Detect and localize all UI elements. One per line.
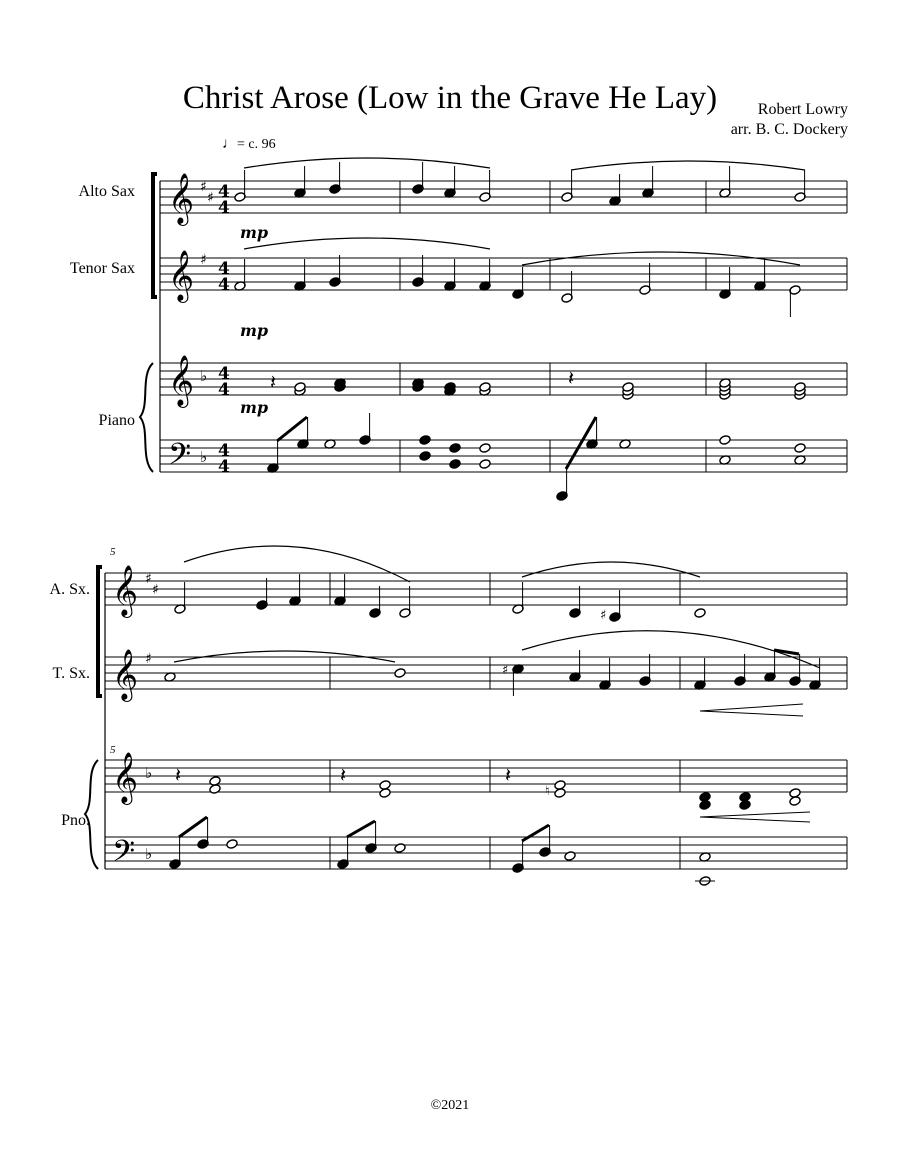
time-signature: 4 — [218, 441, 230, 461]
grand-staff-brace — [85, 760, 98, 869]
instrument-label-alto-sax-short: A. Sx. — [49, 581, 90, 598]
sharp-icon: ♯ — [207, 190, 214, 206]
sharp-icon: ♯ — [152, 582, 159, 598]
notehead — [209, 776, 221, 787]
arranger-credit: arr. B. C. Dockery — [730, 121, 848, 138]
notehead — [226, 839, 238, 850]
slur — [184, 546, 410, 582]
bass-clef-icon: 𝄢 — [168, 438, 192, 479]
beam — [277, 417, 307, 441]
sharp-icon: ♯ — [200, 179, 207, 195]
measure-number: 5 — [110, 546, 116, 558]
group-bracket — [153, 174, 157, 297]
sharp-icon: ♯ — [200, 252, 207, 268]
flat-icon: ♭ — [145, 845, 153, 863]
quarter-rest-icon: 𝄽 — [568, 366, 575, 390]
treble-clef-icon: 𝄞 — [112, 752, 139, 803]
notehead — [564, 851, 576, 862]
notehead — [794, 443, 806, 454]
natural-icon: ♮ — [545, 784, 550, 799]
notation — [85, 158, 821, 886]
beam — [179, 817, 207, 837]
decrescendo-hairpin — [700, 704, 803, 716]
instrument-label-tenor-sax-short: T. Sx. — [52, 665, 90, 682]
slur — [244, 238, 490, 249]
slur — [571, 161, 805, 170]
notehead — [379, 780, 391, 791]
instrument-label-piano-short: Pno. — [61, 812, 90, 829]
bass-clef-icon: 𝄢 — [112, 835, 136, 876]
page-title: Christ Arose (Low in the Grave He Lay) — [182, 80, 718, 116]
slur — [522, 562, 700, 577]
copyright-notice: ©2021 — [430, 1098, 470, 1113]
flat-icon: ♭ — [145, 764, 153, 782]
group-bracket — [98, 567, 102, 696]
sharp-icon: ♯ — [600, 608, 607, 623]
notehead — [479, 459, 491, 470]
time-signature: 4 — [218, 182, 230, 202]
quarter-rest-icon: 𝄽 — [175, 763, 182, 787]
time-signature: 4 — [218, 198, 230, 218]
time-signature: 4 — [218, 364, 230, 384]
sharp-icon: ♯ — [502, 663, 509, 678]
quarter-rest-icon: 𝄽 — [505, 763, 512, 787]
notehead — [479, 443, 491, 454]
time-signature: 4 — [218, 259, 230, 279]
staff-lines — [105, 181, 847, 869]
quarter-rest-icon: 𝄽 — [340, 763, 347, 787]
notehead — [449, 459, 461, 470]
beam — [522, 825, 549, 841]
dynamic-mp: mp — [240, 223, 269, 242]
notehead — [449, 443, 461, 454]
flat-icon: ♭ — [200, 448, 208, 466]
instrument-label-alto-sax: Alto Sax — [78, 183, 135, 200]
notehead — [699, 792, 711, 803]
measure-number-piano: 5 — [110, 744, 116, 756]
notehead — [554, 780, 566, 791]
tempo-text: = c. 96 — [237, 137, 276, 152]
quarter-note-icon: ♩ — [222, 136, 237, 152]
notehead — [394, 843, 406, 854]
time-signature: 4 — [218, 275, 230, 295]
notehead — [419, 435, 431, 446]
treble-clef-icon: 𝄞 — [168, 250, 195, 301]
sharp-icon: ♯ — [145, 571, 152, 587]
decrescendo-hairpin — [700, 812, 810, 822]
notehead — [419, 451, 431, 462]
treble-clef-icon: 𝄞 — [112, 565, 139, 616]
grand-staff-brace — [140, 363, 153, 472]
time-signature: 4 — [218, 457, 230, 477]
notehead — [719, 435, 731, 446]
flat-icon: ♭ — [200, 367, 208, 385]
notehead — [694, 608, 706, 619]
sharp-icon: ♯ — [145, 651, 152, 667]
slur — [244, 158, 490, 168]
treble-clef-icon: 𝄞 — [112, 649, 139, 700]
beam — [347, 821, 375, 837]
notehead — [394, 668, 406, 679]
dynamic-mp: mp — [240, 398, 269, 417]
notehead — [789, 788, 801, 799]
dynamic-mp: mp — [240, 321, 269, 340]
treble-clef-icon: 𝄞 — [168, 355, 195, 406]
instrument-label-tenor-sax: Tenor Sax — [69, 260, 135, 277]
notehead — [739, 792, 751, 803]
instrument-label-piano: Piano — [98, 412, 135, 429]
treble-clef-icon: 𝄞 — [168, 173, 195, 224]
quarter-rest-icon: 𝄽 — [270, 370, 277, 394]
composer-credit: Robert Lowry — [757, 101, 848, 118]
time-signature: 4 — [218, 380, 230, 400]
